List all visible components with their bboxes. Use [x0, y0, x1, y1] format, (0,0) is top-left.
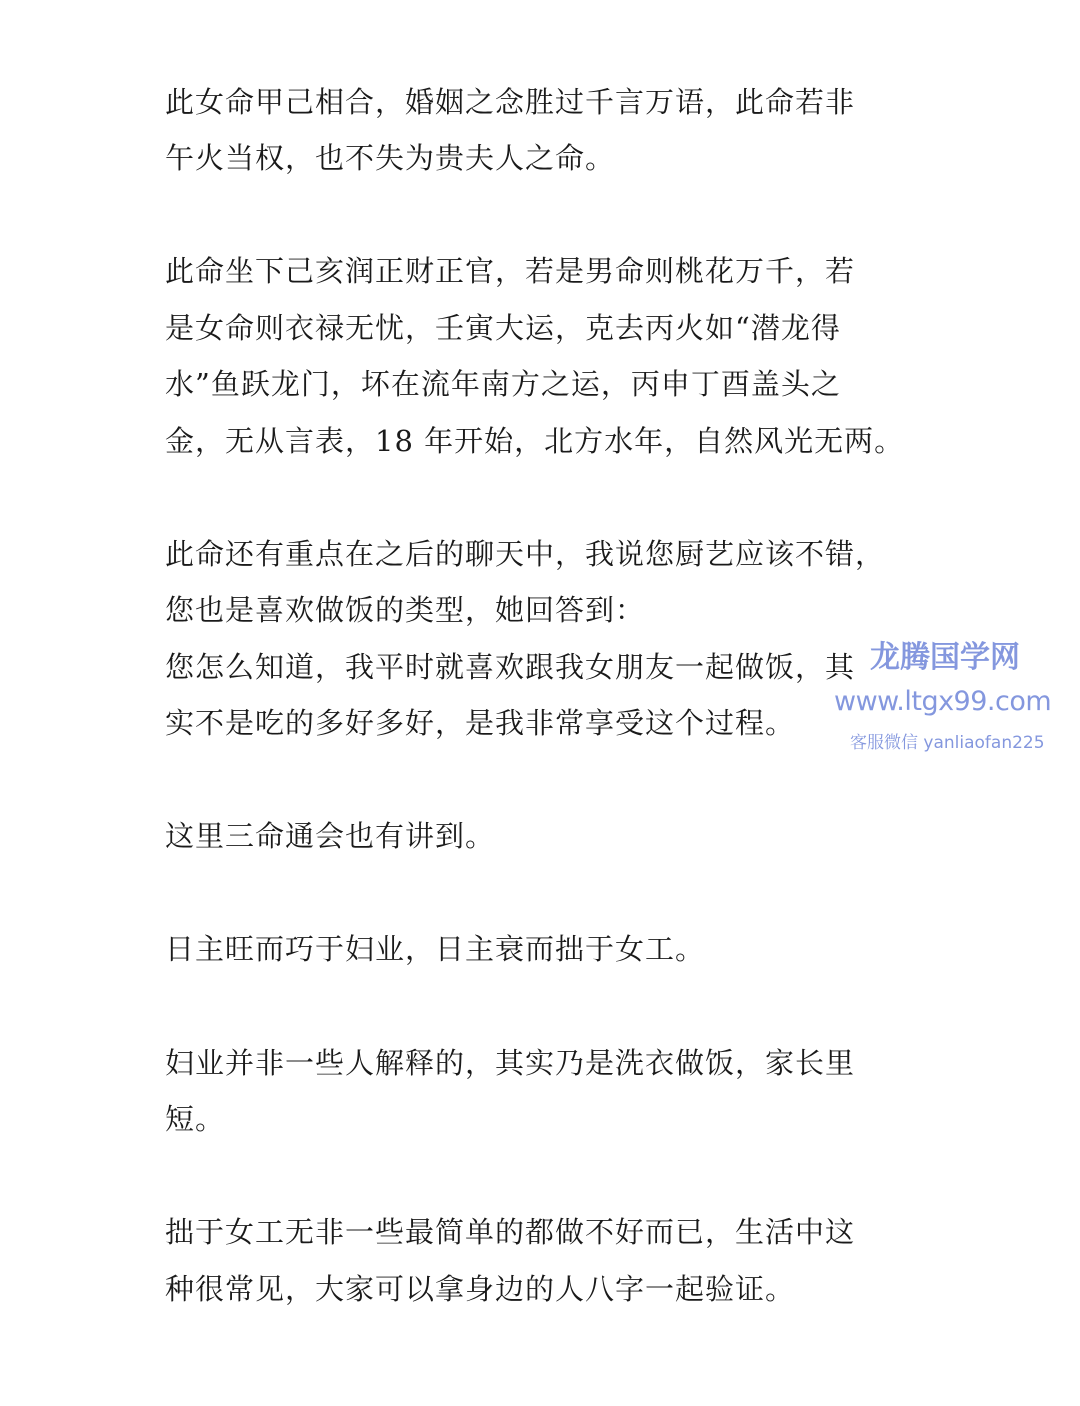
text-line: 您也是喜欢做饭的类型，她回答到：: [165, 593, 646, 627]
text-line: 这里三命通会也有讲到。: [165, 819, 496, 853]
watermark-title: 龙腾国学网: [870, 640, 1020, 675]
text-line: 妇业并非一些人解释的，其实乃是洗衣做饭，家长里: [165, 1046, 856, 1080]
watermark-url: www.ltgx99.com: [834, 686, 1052, 717]
text-line: 此命坐下己亥润正财正官，若是男命则桃花万千，若: [165, 254, 856, 288]
watermark: [832, 640, 1072, 760]
text-line: 水”鱼跃龙门，坏在流年南方之运，丙申丁酉盖头之: [165, 367, 841, 401]
text-line: 拙于女工无非一些最简单的都做不好而已，生活中这: [165, 1215, 856, 1249]
text-line: 此女命甲己相合，婚姻之念胜过千言万语，此命若非: [165, 85, 856, 119]
text-line: 日主旺而巧于妇业，日主衰而拙于女工。: [165, 932, 706, 966]
text-line: 午火当权，也不失为贵夫人之命。: [165, 141, 616, 175]
text-line: 您怎么知道，我平时就喜欢跟我女朋友一起做饭，其: [165, 650, 856, 684]
text-line: 是女命则衣禄无忧，壬寅大运，克去丙火如“潜龙得: [165, 311, 841, 345]
text-line: 种很常见，大家可以拿身边的人八字一起验证。: [165, 1272, 796, 1306]
watermark-contact: 客服微信 yanliaofan225: [850, 733, 1045, 753]
text-line: 实不是吃的多好多好，是我非常享受这个过程。: [165, 706, 796, 740]
text-line: 金，无从言表，18 年开始，北方水年，自然风光无两。: [165, 424, 905, 458]
text-line: 此命还有重点在之后的聊天中，我说您厨艺应该不错，: [165, 537, 886, 571]
text-line: 短。: [165, 1102, 226, 1136]
